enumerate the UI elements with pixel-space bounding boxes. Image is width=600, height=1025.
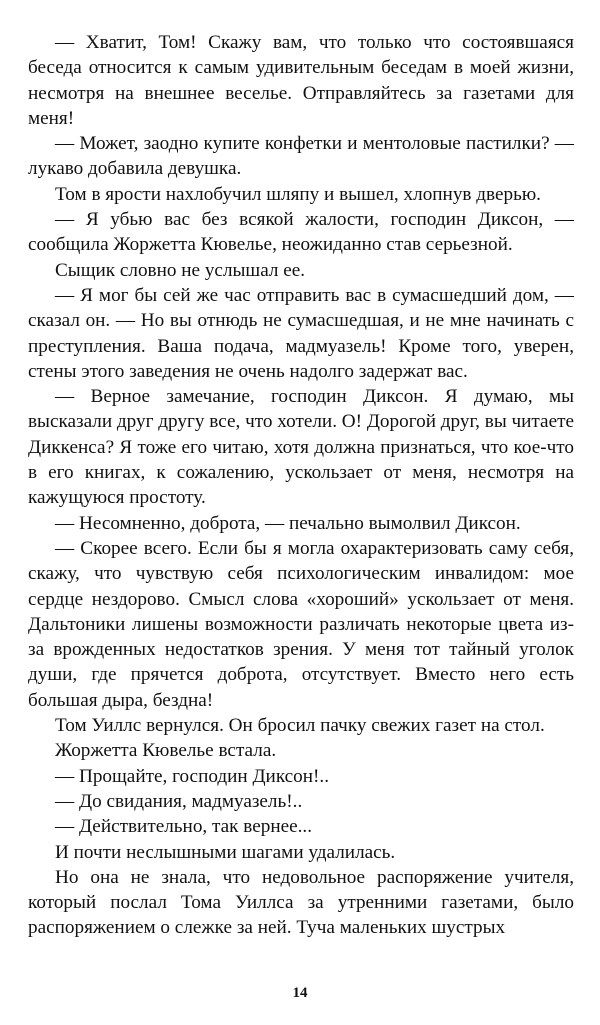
paragraph: — Я мог бы сей же час отправить вас в сумасшедший дом, — сказал он. — Но вы отнюдь не сумасшедшая, и не мне начинать с преступления. Ваша подача, мадмуазель! Кроме того, уверен, стены этого заведения не очень надолго задержат вас. [28, 284, 574, 382]
paragraph: Жоржетта Кювелье встала. [55, 740, 277, 762]
paragraph: — До свидания, мадмуазель!.. [55, 790, 303, 812]
paragraph: — Прощайте, господин Диксон!.. [55, 765, 330, 787]
paragraph: Но она не знала, что недовольное распоряжение учителя, который послал Тома Уиллса за утренними газетами, было распоряжением о слежке за ней. Туча маленьких шустрых [28, 866, 574, 939]
paragraph: И почти неслышными шагами удалилась. [55, 841, 396, 863]
paragraph: — Я убью вас без всякой жалости, господин Диксон, — сообщила Жоржетта Кювелье, неожиданно став серьезной. [28, 209, 574, 256]
paragraph: — Скорее всего. Если бы я могла охарактеризовать саму себя, скажу, что чувствую себя психологическим инвалидом: мое сердце нездорово. Смысл слова «хороший» ускользает от меня. Дальтоники лишены возможности различать некоторые цвета из-за врожденных недостатков зрения. У меня тот тайный уголок души, где прячется доброта, отсутствует. Вместо него есть большая дыра, бездна! [28, 537, 574, 711]
page-number: 14 [292, 985, 308, 1001]
page-text [28, 30, 574, 941]
paragraph: — Несомненно, доброта, — печально вымолвил Диксон. [55, 512, 521, 534]
paragraph: Сыщик словно не услышал ее. [55, 259, 306, 281]
paragraph: — Может, заодно купите конфетки и ментоловые пастилки? — лукаво добавила девушка. [28, 133, 574, 180]
paragraph: Том в ярости нахлобучил шляпу и вышел, хлопнув дверью. [55, 183, 541, 205]
paragraph: Том Уиллс вернулся. Он бросил пачку свежих газет на стол. [55, 715, 545, 737]
paragraph: — Верное замечание, господин Диксон. Я думаю, мы высказали друг другу все, что хотели. О! Дорогой друг, вы читаете Диккенса? Я тоже его читаю, хотя должна признаться, что кое-что в его книгах, к сожалению, ускользает от меня, несмотря на кажущуюся простоту. [28, 386, 574, 509]
paragraph: — Хватит, Том! Скажу вам, что только что состоявшаяся беседа относится к самым удивительным беседам в моей жизни, несмотря на внешнее веселье. Отправляйтесь за газетами для меня! [28, 32, 574, 129]
paragraph: — Действительно, так вернее... [55, 816, 313, 838]
